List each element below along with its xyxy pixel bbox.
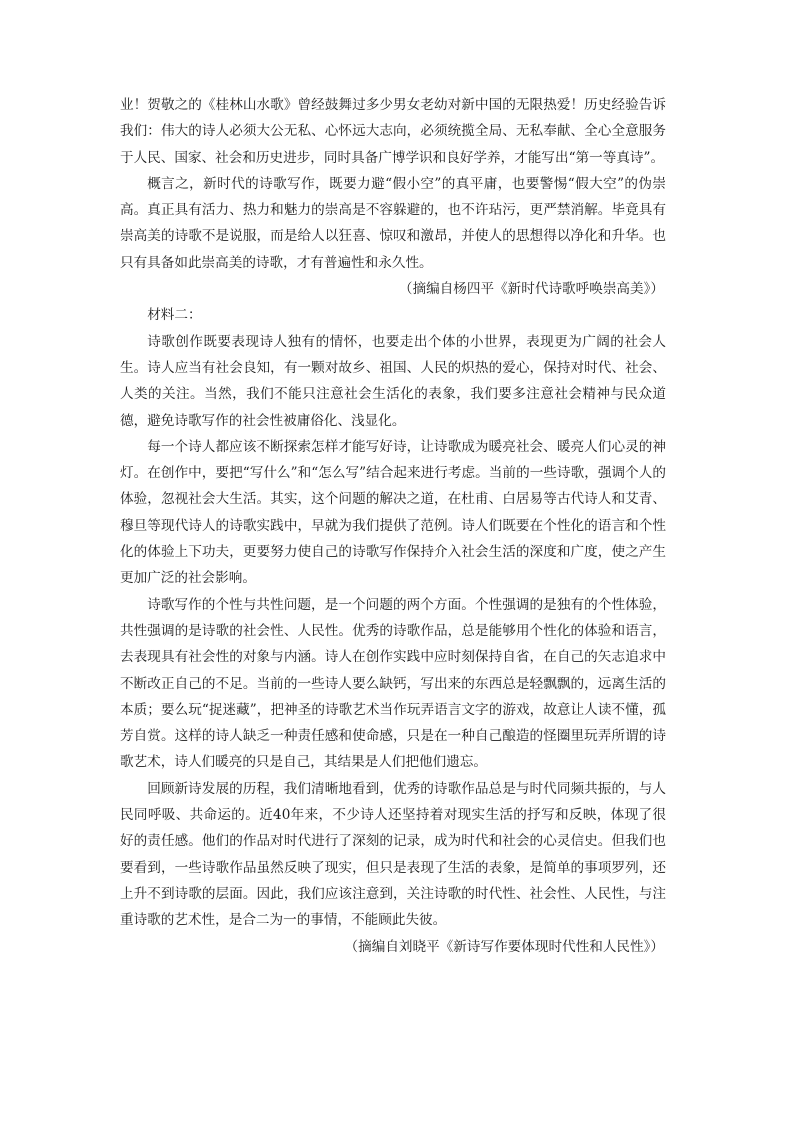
paragraph-2: 概言之，新时代的诗歌写作，既要力避“假小空”的真平庸，也要警惕“假大空”的伪崇高。真正具有活力、热力和魅力的崇高是不容躲避的，也不许玷污，更严禁消解。毕竟具有崇高美的诗歌不是说服，而是给人以狂喜、惊叹和激昂，并使人的思想得以净化和升华。也只有具备如此崇高美的诗歌，才有普遍性和永久性。 — [120, 175, 666, 271]
paragraph-6: 回顾新诗发展的历程，我们清晰地看到，优秀的诗歌作品总是与时代同频共振的，与人民同呼吸、共命运的。近40年来，不少诗人还坚持着对现实生活的抒写和反映，体现了很好的责任感。他们的作品对时代进行了深刻的记录，成为时代和社会的心灵信史。但我们也要看到，一些诗歌作品虽然反映了现实，但只是表现了生活的表象，是简单的事项罗列，还上升不到诗歌的层面。因此，我们应该注意到，关注诗歌的时代性、社会性、人民性，与注重诗歌的艺术性，是合二为一的事情，不能顾此失彼。 — [120, 780, 666, 929]
paragraph-3: 诗歌创作既要表现诗人独有的情怀，也要走出个体的小世界，表现更为广阔的社会人生。诗人应当有社会良知，有一颗对故乡、祖国、人民的炽热的爱心，保持对时代、社会、人类的关注。当然，我们不能只注意社会生活化的表象，我们要多注意社会精神与民众道德，避免诗歌写作的社会性被庸俗化、浅显化。 — [120, 333, 666, 429]
source-citation-1: （摘编自杨四平《新时代诗歌呼唤崇高美》） — [398, 281, 664, 298]
paragraph-5: 诗歌写作的个性与共性问题，是一个问题的两个方面。个性强调的是独有的个性体验，共性强调的是诗歌的社会性、人民性。优秀的诗歌作品，总是能够用个性化的体验和语言，去表现具有社会性的对象与内涵。诗人在创作实践中应时刻保持自省，在自己的矢志追求中不断改正自己的不足。当前的一些诗人要么缺钙，写出来的东西总是轻飘飘的，远离生活的本质；要么玩“捉迷藏”，把神圣的诗歌艺术当作玩弄语言文字的游戏，故意让人读不懂，孤芳自赏。这样的诗人缺乏一种责任感和使命感，只是在一种自己酿造的怪圈里玩弄所谓的诗歌艺术，诗人们暖亮的只是自己，其结果是人们把他们遗忘。 — [120, 596, 666, 771]
material-2-heading: 材料二： — [147, 307, 202, 324]
source-citation-2: （摘编自刘晓平《新诗写作要体现时代性和人民性》） — [344, 938, 664, 955]
paragraph-1: 业！贺敬之的《桂林山水歌》曾经鼓舞过多少男女老幼对新中国的无限热爱！历史经验告诉我们：伟大的诗人必须大公无私、心怀远大志向，必须统揽全局、无私奉献、全心全意服务于人民、国家、社会和历史进步，同时具备广博学识和良好学养，才能写出“第一等真诗”。 — [120, 97, 666, 166]
paragraph-4: 每一个诗人都应该不断探索怎样才能写好诗，让诗歌成为暖亮社会、暖亮人们心灵的神灯。在创作中，要把“写什么”和“怎么写”结合起来进行考虑。当前的一些诗歌，强调个人的体验，忽视社会大生活。其实，这个问题的解决之道，在杜甫、白居易等古代诗人和艾青、穆旦等现代诗人的诗歌实践中，早就为我们提供了范例。诗人们既要在个性化的语言和个性化的体验上下功夫，更要努力使自己的诗歌写作保持介入社会生活的深度和广度，使之产生更加广泛的社会影响。 — [120, 438, 666, 587]
